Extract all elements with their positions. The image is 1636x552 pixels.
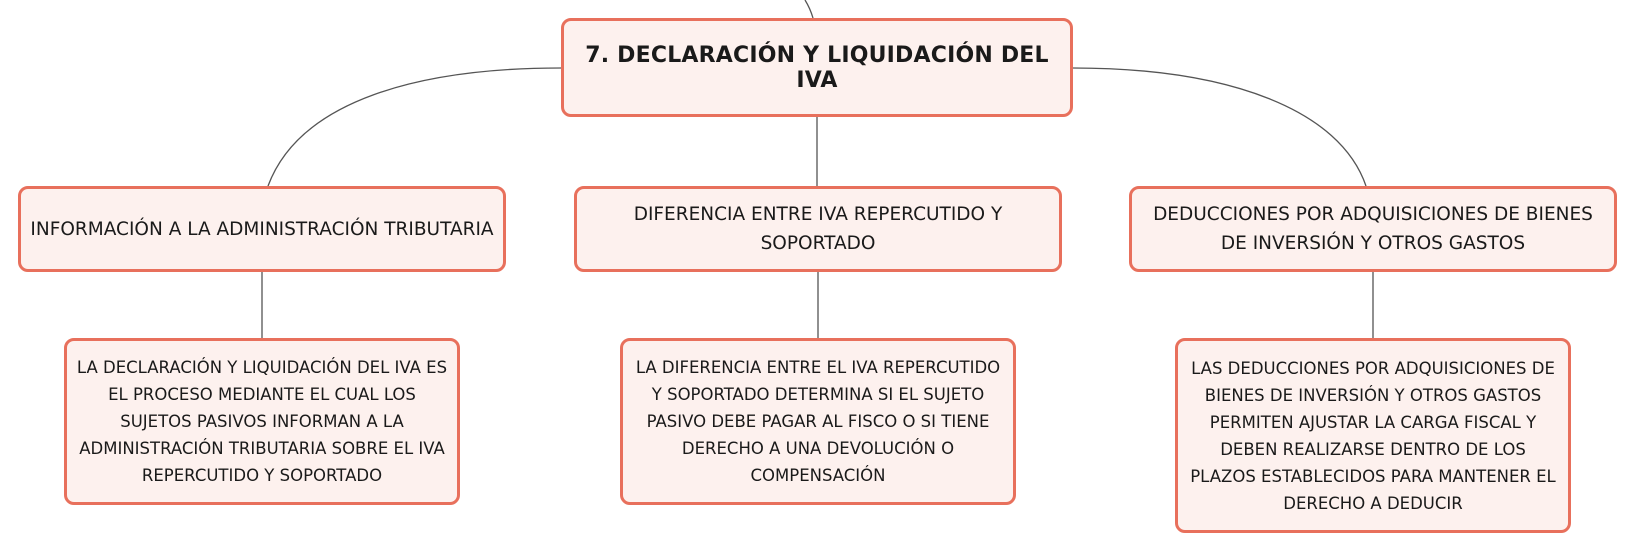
branch-topic-label: DIFERENCIA ENTRE IVA REPERCUTIDO Y SOPORTADO [633, 204, 1003, 254]
subtopic-label: LA DIFERENCIA ENTRE EL IVA REPERCUTIDO Y SOPORTADO DETERMINA SI EL SUJETO PASIVO DEBE PAGAR AL FISCO O SI TIENE DERECHO A UNA DEVOLUCIÓN O COMPENSACIÓN [635, 358, 1001, 485]
subtopic-deducciones-detail[interactable] [1175, 338, 1571, 533]
branch-topic-diferencia[interactable] [574, 186, 1062, 272]
connector-root-branch-1 [268, 68, 561, 186]
branch-topic-label: INFORMACIÓN A LA ADMINISTRACIÓN TRIBUTARIA [30, 218, 494, 240]
subtopic-diferencia-detail[interactable] [620, 338, 1016, 505]
connector-root-branch-3 [1073, 68, 1366, 186]
root-topic[interactable] [561, 18, 1073, 117]
branch-topic-label: DEDUCCIONES POR ADQUISICIONES DE BIENES DE INVERSIÓN Y OTROS GASTOS [1153, 204, 1593, 254]
root-topic-label: 7. DECLARACIÓN Y LIQUIDACIÓN DEL IVA [585, 42, 1049, 93]
branch-topic-deducciones[interactable] [1129, 186, 1617, 272]
subtopic-informacion-detail[interactable] [64, 338, 460, 505]
connector-incoming-root [805, 0, 813, 18]
branch-topic-informacion[interactable] [18, 186, 506, 272]
subtopic-label: LAS DEDUCCIONES POR ADQUISICIONES DE BIENES DE INVERSIÓN Y OTROS GASTOS PERMITEN AJUSTAR LA CARGA FISCAL Y DEBEN REALIZARSE DENTRO DE LOS PLAZOS ESTABLECIDOS PARA MANTENER EL DERECHO A DEDUCIR [1190, 358, 1556, 513]
subtopic-label: LA DECLARACIÓN Y LIQUIDACIÓN DEL IVA ES EL PROCESO MEDIANTE EL CUAL LOS SUJETOS PASIVOS INFORMAN A LA ADMINISTRACIÓN TRIBUTARIA SOBRE EL IVA REPERCUTIDO Y SOPORTADO [76, 358, 448, 485]
